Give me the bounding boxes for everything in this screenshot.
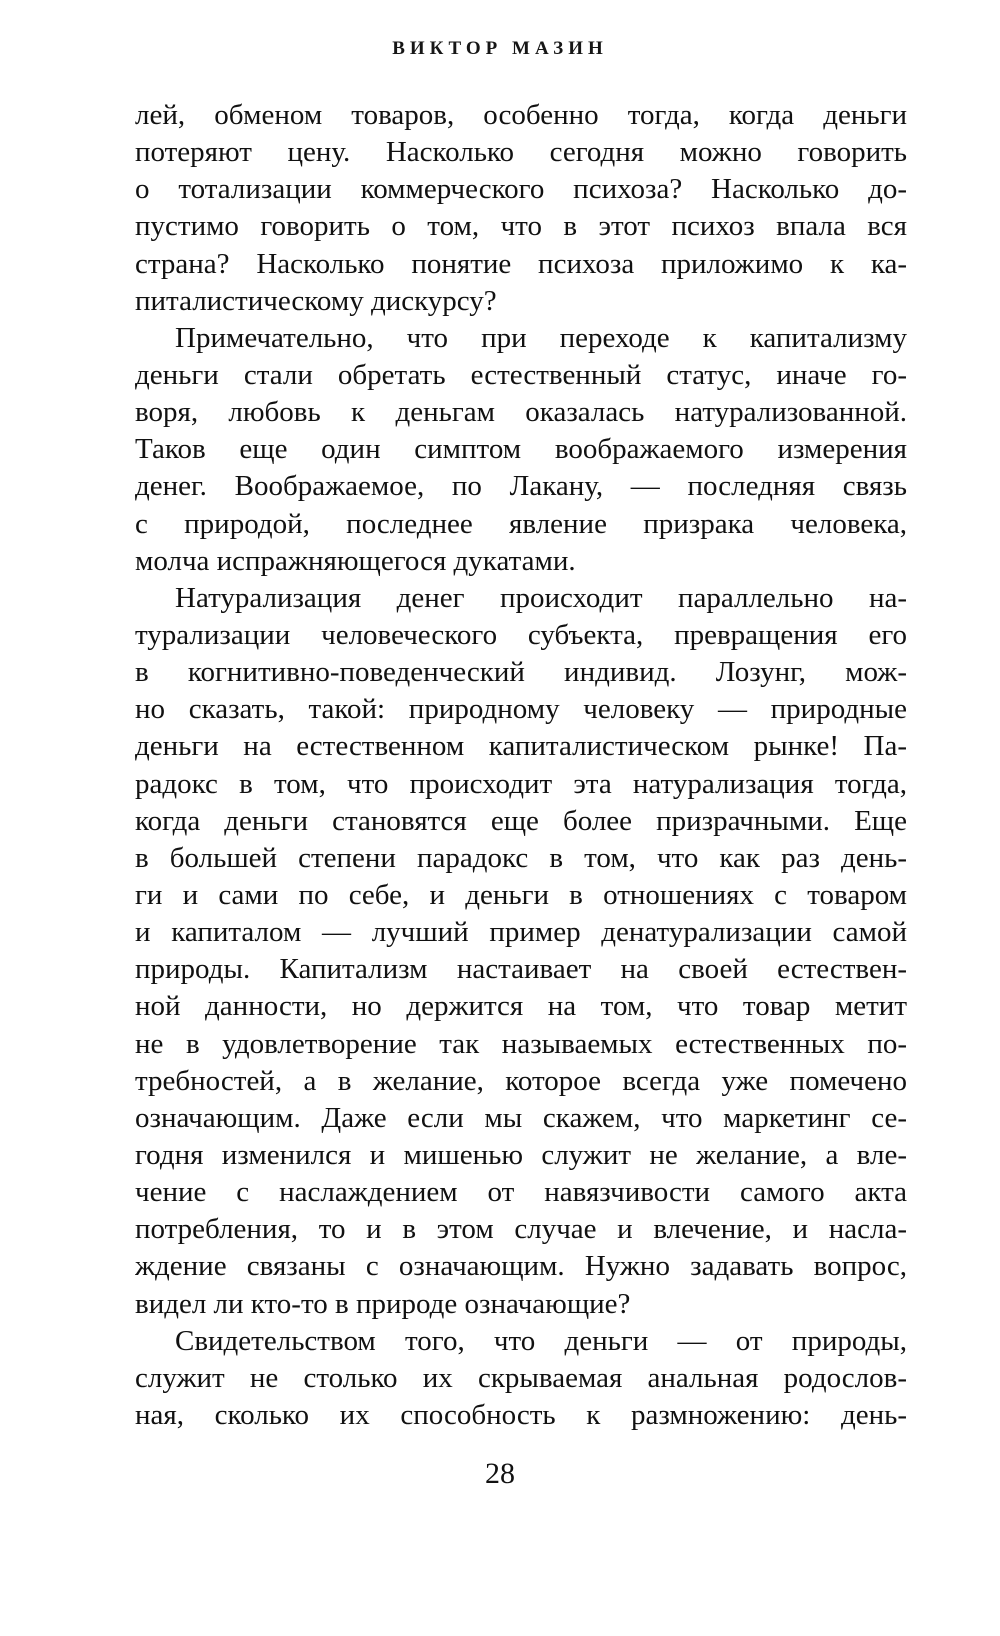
text-line: ной данности, но держится на том, что товар метит xyxy=(135,990,907,1023)
text-line: ги и сами по себе, и деньги в отношениях с товаром xyxy=(135,878,907,911)
text-line: воря, любовь к деньгам оказалась натурализованной. xyxy=(135,396,907,429)
text-line: турализации человеческого субъекта, превращения его xyxy=(135,618,907,651)
text-line: Свидетельством того, что деньги — от природы, xyxy=(175,1324,907,1357)
text-line: годня изменился и мишенью служит не желание, а вле- xyxy=(135,1138,907,1171)
text-line: потребления, то и в этом случае и влечение, и насла- xyxy=(135,1213,907,1246)
text-line: ная, сколько их способность к размножению: день- xyxy=(135,1398,907,1431)
text-line: потеряют цену. Насколько сегодня можно говорить xyxy=(135,136,907,169)
text-line: не в удовлетворение так называемых естественных по- xyxy=(135,1027,907,1060)
body-text xyxy=(135,97,907,1434)
text-line: с природой, последнее явление призрака человека, xyxy=(135,507,907,540)
text-line: в большей степени парадокс в том, что как раз день- xyxy=(135,841,907,874)
text-line: деньги на естественном капиталистическом рынке! Па- xyxy=(135,730,907,763)
text-line: лей, обменом товаров, особенно тогда, когда деньги xyxy=(135,99,907,131)
text-line: означающим. Даже если мы скажем, что маркетинг се- xyxy=(135,1101,907,1134)
text-line: служит не столько их скрываемая анальная родослов- xyxy=(135,1361,907,1394)
running-head: ВИКТОР МАЗИН xyxy=(392,38,608,59)
text-line: о тотализации коммерческого психоза? Насколько до- xyxy=(135,173,907,206)
text-line: Таков еще один симптом воображаемого измерения xyxy=(135,433,907,466)
text-line: денег. Воображаемое, по Лакану, — последняя связь xyxy=(135,470,907,503)
text-line: видел ли кто-то в природе означающие? xyxy=(135,1287,631,1320)
text-line: деньги стали обретать естественный статус, иначе го- xyxy=(135,358,907,391)
text-line: природы. Капитализм настаивает на своей естествен- xyxy=(135,953,907,986)
text-line: и капиталом — лучший пример денатурализации самой xyxy=(135,916,907,949)
text-line: чение с наслаждением от навязчивости самого акта xyxy=(135,1176,907,1209)
text-line: молча испражняющегося дукатами. xyxy=(135,544,576,577)
text-line: Натурализация денег происходит параллельно на- xyxy=(175,581,907,614)
text-line: ждение связаны с означающим. Нужно задавать вопрос, xyxy=(135,1250,907,1283)
text-line: радокс в том, что происходит эта натурализация тогда, xyxy=(135,767,907,800)
text-line: питалистическому дискурсу? xyxy=(135,284,497,317)
page-number: 28 xyxy=(485,1457,515,1490)
text-line: требностей, а в желание, которое всегда уже помечено xyxy=(135,1064,907,1097)
text-line: когда деньги становятся еще более призрачными. Еще xyxy=(135,804,907,837)
text-line: Примечательно, что при переходе к капитализму xyxy=(175,321,907,354)
text-line: но сказать, такой: природному человеку — природные xyxy=(135,693,907,726)
text-line: в когнитивно-поведенческий индивид. Лозунг, мож- xyxy=(135,656,907,689)
text-line: страна? Насколько понятие психоза приложимо к ка- xyxy=(135,247,907,280)
text-line: пустимо говорить о том, что в этот психоз впала вся xyxy=(135,210,907,243)
